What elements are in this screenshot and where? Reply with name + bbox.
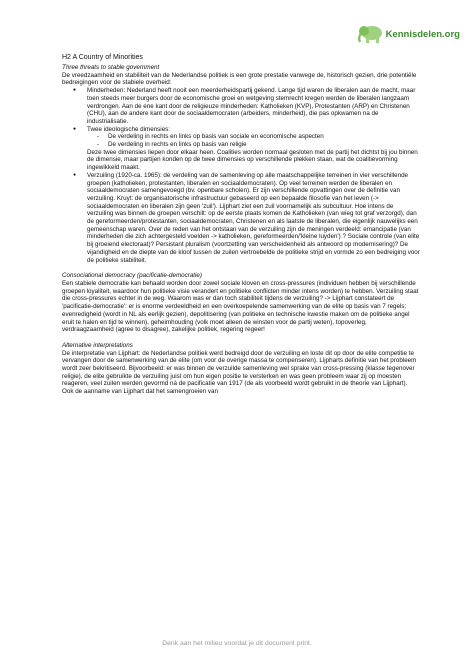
threats-list (62, 87, 420, 264)
kennisdelen-logo (357, 23, 460, 45)
document-body (62, 54, 420, 396)
section-title-threats: Three threats to stable government (62, 64, 160, 71)
logo-text: Kennisdelen.org (385, 28, 460, 40)
dimensies-text: Twee ideologische dimensies: (87, 125, 171, 133)
verzuiling-text: Verzuiling (1920-ca. 1965): de verdeling van de samenleving op alle maatschappelijke terreinen in vier verschillende groepen (katholieken, protestanten, liberalen en sociaaldemocraten). Op veel terreinen werden de liberalen en sociaaldemocraten samengevoegd (bv. openbare scholen). Er zijn verschillende opvattingen over de definitie van verzuiling. Kruyt: de organisatorische infrastructuur gebaseerd op een bepaalde filosofie van het leven (-> sociaaldemocraten en liberalen zijn geen 'zuil'). Lijphart ziet een zuil voornamelijk als subcultuur. Hoe intens de verzuiling was binnen de groepen verschilt: op de eerste plaats komen de Katholieken (van wieg tot graf verzorgd), dan de gereformeerden/protestanten, sociaaldemocraten, Christenen en als laatste de liberalen, die eigenlijk nauwelijks een gemeenschap waren. Over de reden van het ontstaan van de verzuiling zijn de meningen verdeeld: emancipatie (van minderheden die zich achtergesteld voelden -> katholieken, gereformeerden/'kleine luyden') ? Sociale controle (van elite bij groeiend electoraat)? Persistant pluralism (voortzetting van verscheidenheid als antwoord op modernisering)? De vijandigheid en de diepte van de kloof tussen de zuilen vertroebelde de politieke strijd en vormde zo een bedreiging voor de politieke stabiliteit. (87, 171, 420, 264)
consociational-text: Een stabiele democratie kan behaald worden door zowel sociale kloven en cross-pressures (individuen hebben bij verschillende groepen loyaliteit, waardoor hun politieke visie verandert en politieke conflicten minder intens worden) te hebben. Verzuiling staat die cross-pressures echter in de weg. Waarom was er dan toch stabiliteit tijdens de verzuiling? -> Lijphart constateert de 'pacificatie-democratie': er is enorme verdeeldheid en een overkoepelende samenwerking van de elite op basis van 7 regels: evenredigheid (wordt in NL als eerlijk gezien), depolitisering (van politieke en technische kwestie maken om de politieke angel eruit te halen en tijd te winnen), geheimhouding (volk moet alleen de winsten voor de partij weten), topoverleg, verdraagzaamheid (agree to disagree), zakelijke politiek, regering regeer! (62, 279, 419, 334)
list-item-minderheden (87, 87, 420, 126)
section-title-alternative: Alternative interpretations (62, 341, 133, 349)
list-item-verzuiling (87, 172, 420, 264)
dimension-religie: - De verdeling in rechts en links op basis van religie (97, 141, 420, 149)
dimension-sociaal-economisch: - De verdeling in rechts en links op basis van sociale en economische aspecten (97, 133, 420, 141)
list-item-dimensies (87, 126, 420, 172)
elephant-icon (357, 23, 385, 45)
section-title-consociational: Consociational democracy (pacificatie-democratie) (62, 272, 202, 280)
footer-note: Denk aan het milieu voordat je dit document print. (162, 640, 312, 647)
alternative-text: De interpretatie van Lijphart: de Nederlandse politiek werd bedreigd door de verzuiling en loste dit op door de elite competitie te vervangen door de samenwerking van de elite (om voor de overige massa te compenseren). Lijpharts definitie van het probleem wordt zeer bekritiseerd. Bijvoorbeeld: er was binnen de verzuilde samenleving wel sprake van cross-pressing (klasse tegenover religie), de elite gebruikte de verzuiling juist om hun eigen positie te versterken en was geen probleem waar zij op moesten reageren, veel zuilen werden gevormd ná de pacificatie van 1917 (de als voorbeeld wordt gebruikt in de theorie van Lijphart). Ook de aanname van Lijphart dat het samengroeien van (62, 349, 417, 396)
dimensies-continuation: Deze twee dimensies liepen door elkaar heen. Coalities worden normaal gesloten met de partij het dichtst bij jou binnen de dimensie, maar partijen konden op de twee dimensies op verschillende plekken staan, wat de coalitievorming ingewikkeld maakt. (87, 148, 418, 172)
minderheden-text: Minderheden: Nederland heeft nooit een meerderheidspartij gekend. Lange tijd waren de liberalen aan de macht, maar toen steeds meer burgers door de economische groei en wetgeving stemrecht kregen werden de liberalen langzaam verdrongen. Aan de ene kant door de religieuze minderheden: Katholieken (KVP), Protestanten (ARP) en Christenen (CHU), aan de andere kant door de sociaaldemocraten (arbeiders, minderheid), die pas opkwamen na de industrialisatie. (87, 87, 416, 125)
threats-intro: De vreedzaamheid en stabiliteit van de Nederlandse politiek is een grote prestatie vanwege de, historisch gezien, drie potentiële bedreigingen voor de stabiele overheid: (62, 71, 417, 87)
chapter-heading: H2 A Country of Minorities (62, 54, 143, 61)
